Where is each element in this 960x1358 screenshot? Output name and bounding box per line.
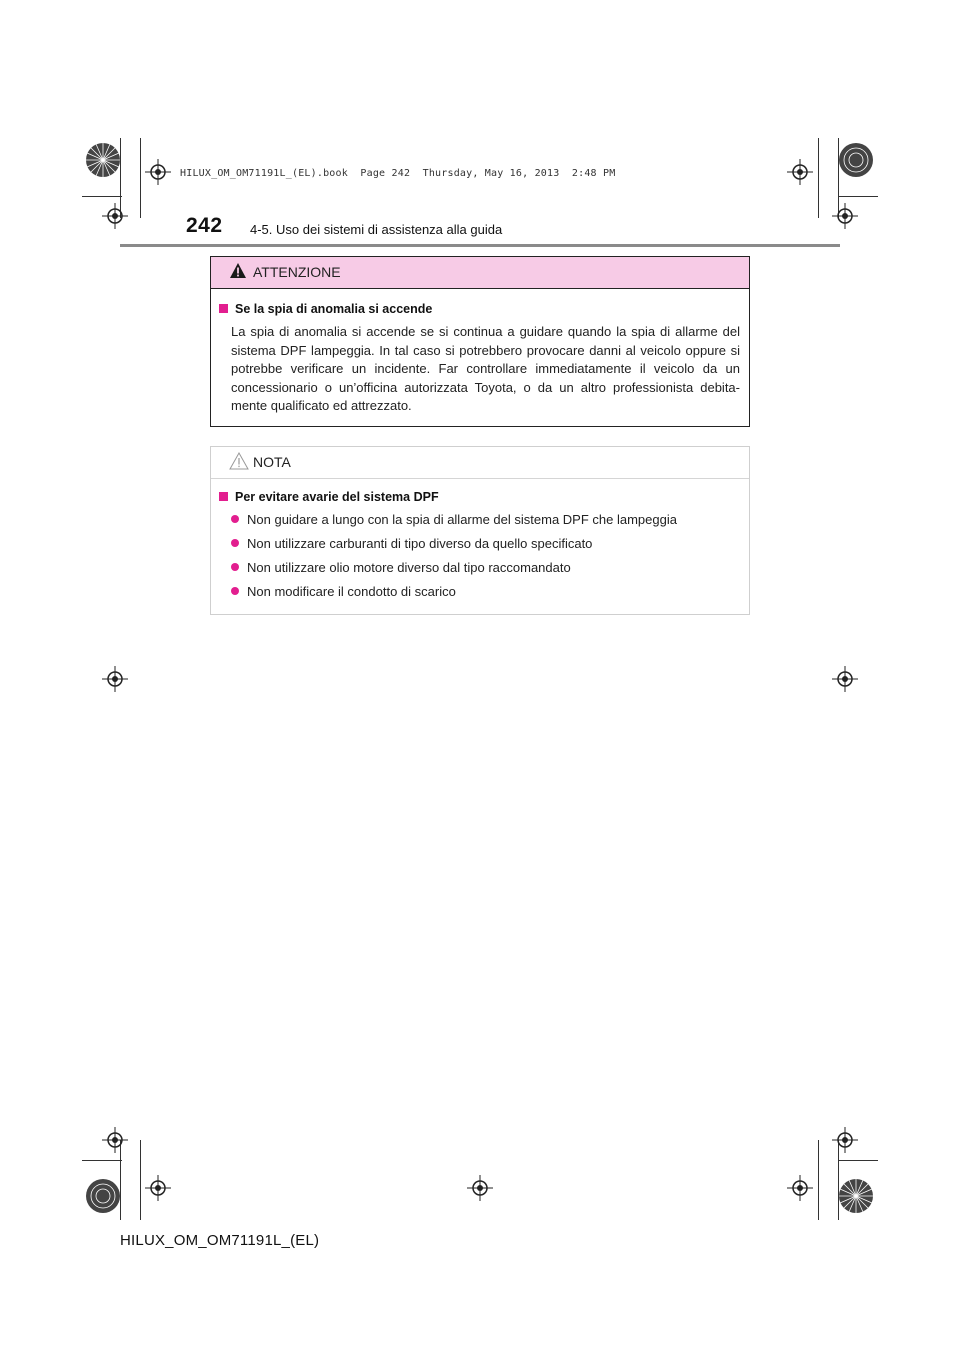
round-bullet-icon [231,587,239,595]
warning-box-header [211,257,749,289]
registration-mark-icon [102,666,128,692]
list-item [231,536,592,551]
list-item [231,512,677,527]
warning-body: La spia di anomalia si accende se si continua a guidare quando la spia di allarme del sistema DPF lampeggia. In tal caso si potrebbero provocare danni al veicolo oppure si potrebbe verificare un incidente. Far controllare immediatamente il veicolo da un concessionario o un’officina autorizzata Toyota, o da un altro professionista debita-mente qualificato ed attrezzato. [231,324,740,413]
note-box [210,446,750,615]
note-title: NOTA [253,454,291,470]
crop-line [82,1160,122,1161]
starburst-mark-icon [84,141,122,179]
crop-line [838,1160,878,1161]
list-item [231,560,571,575]
warning-icon [229,262,247,279]
crop-line [818,138,819,218]
warning-title: ATTENZIONE [253,264,341,280]
registration-mark-icon [145,1175,171,1201]
registration-mark-icon [787,159,813,185]
warning-subheading [219,302,432,316]
registration-mark-icon [832,203,858,229]
registration-mark-icon [787,1175,813,1201]
note-subheading-text: Per evitare avarie del sistema DPF [235,490,439,504]
note-subheading [219,490,439,504]
crop-line [82,196,122,197]
round-bullet-icon [231,539,239,547]
registration-mark-icon [832,1127,858,1153]
registration-mark-icon [467,1175,493,1201]
crop-line [140,1140,141,1220]
warning-box [210,256,750,427]
caution-outline-icon [229,452,249,470]
round-bullet-icon [231,515,239,523]
footer-code: HILUX_OM_OM71191L_(EL) [120,1232,320,1249]
registration-mark-icon [145,159,171,185]
list-item [231,584,456,599]
registration-mark-icon [832,666,858,692]
square-bullet-icon [219,492,228,501]
list-item-text: Non modificare il condotto di scarico [247,584,456,599]
crop-line [140,138,141,218]
list-item-text: Non utilizzare carburanti di tipo diverso da quello specificato [247,536,593,551]
crop-line [818,1140,819,1220]
registration-mark-icon [102,203,128,229]
header-rule [120,244,840,247]
starburst-mark-icon [837,141,875,179]
section-title: 4-5. Uso dei sistemi di assistenza alla guida [250,222,503,237]
starburst-mark-icon [84,1177,122,1215]
round-bullet-icon [231,563,239,571]
print-stamp: HILUX_OM_OM71191L_(EL).book Page 242 Thursday, May 16, 2013 2:48 PM [180,168,616,179]
list-item-text: Non guidare a lungo con la spia di allarme del sistema DPF che lampeggia [247,512,677,527]
crop-line [838,196,878,197]
square-bullet-icon [219,304,228,313]
starburst-mark-icon [837,1177,875,1215]
list-item-text: Non utilizzare olio motore diverso dal tipo raccomandato [247,560,571,575]
warning-subheading-text: Se la spia di anomalia si accende [235,302,433,316]
registration-mark-icon [102,1127,128,1153]
note-box-header [211,447,749,479]
page-number: 242 [186,214,223,237]
